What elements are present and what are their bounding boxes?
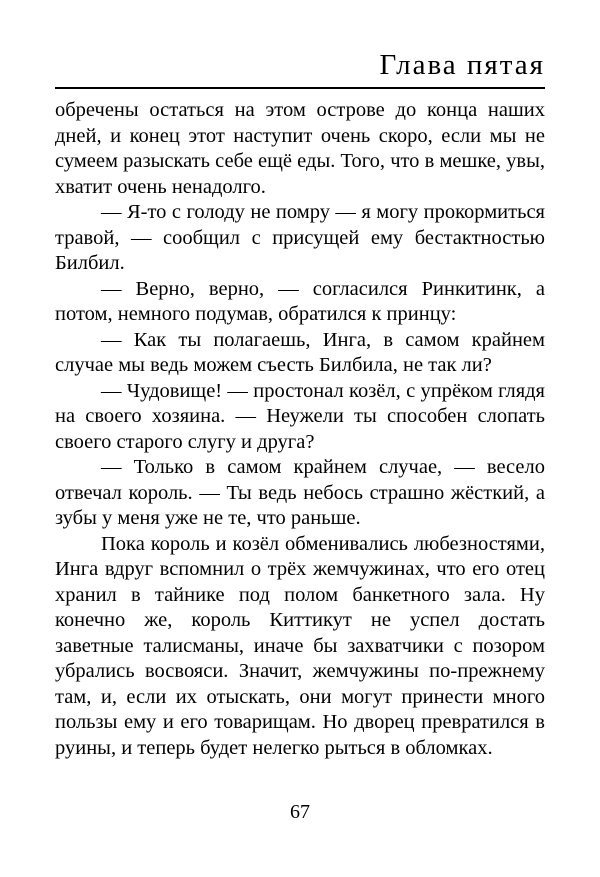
paragraph-dialogue-rinkitink: — Верно, верно, — согласился Ринкитинк, а потом, немного подумав, обратился к принцу: bbox=[55, 277, 545, 325]
header-divider bbox=[55, 87, 545, 89]
chapter-title: Глава пятая bbox=[379, 49, 545, 81]
page-number: 67 bbox=[290, 801, 310, 823]
paragraph-dialogue-king: — Только в самом крайнем случае, — весело отвечал король. — Ты ведь небось страшно жёсткий, а зубы у меня уже не те, что раньше. bbox=[55, 456, 545, 529]
body-text bbox=[55, 98, 545, 761]
paragraph-dialogue-question: — Как ты полагаешь, Инга, в самом крайнем случае мы ведь можем съесть Билбила, не так ли? bbox=[55, 328, 545, 376]
paragraph-continuation: обречены остаться на этом острове до конца наших дней, и конец этот наступит очень скоро, если мы не сумеем разыскать себе ещё еды. Того, что в мешке, увы, хватит очень ненадолго. bbox=[55, 99, 545, 198]
paragraph-dialogue-bilbil: — Я-то с голоду не помру — я могу прокормиться травой, — сообщил с присущей ему бестактностью Билбил. bbox=[55, 201, 545, 274]
paragraph-narrative: Пока король и козёл обменивались любезностями, Инга вдруг вспомнил о трёх жемчужинах, что его отец хранил в тайнике под полом банкетного зала. Ну конечно же, король Киттикут не успел достать заветные талисманы, иначе бы захватчики с позором убрались восвояси. Значит, жемчужины по-прежнему там, и, если их отыскать, они могут принести много пользы ему и его товарищам. Но дворец превратился в руины, и теперь будет нелегко рыться в обломках. bbox=[55, 532, 545, 759]
paragraph-dialogue-goat: — Чудовище! — простонал козёл, с упрёком глядя на своего хозяина. — Неужели ты способен слопать своего старого слугу и друга? bbox=[55, 379, 545, 453]
